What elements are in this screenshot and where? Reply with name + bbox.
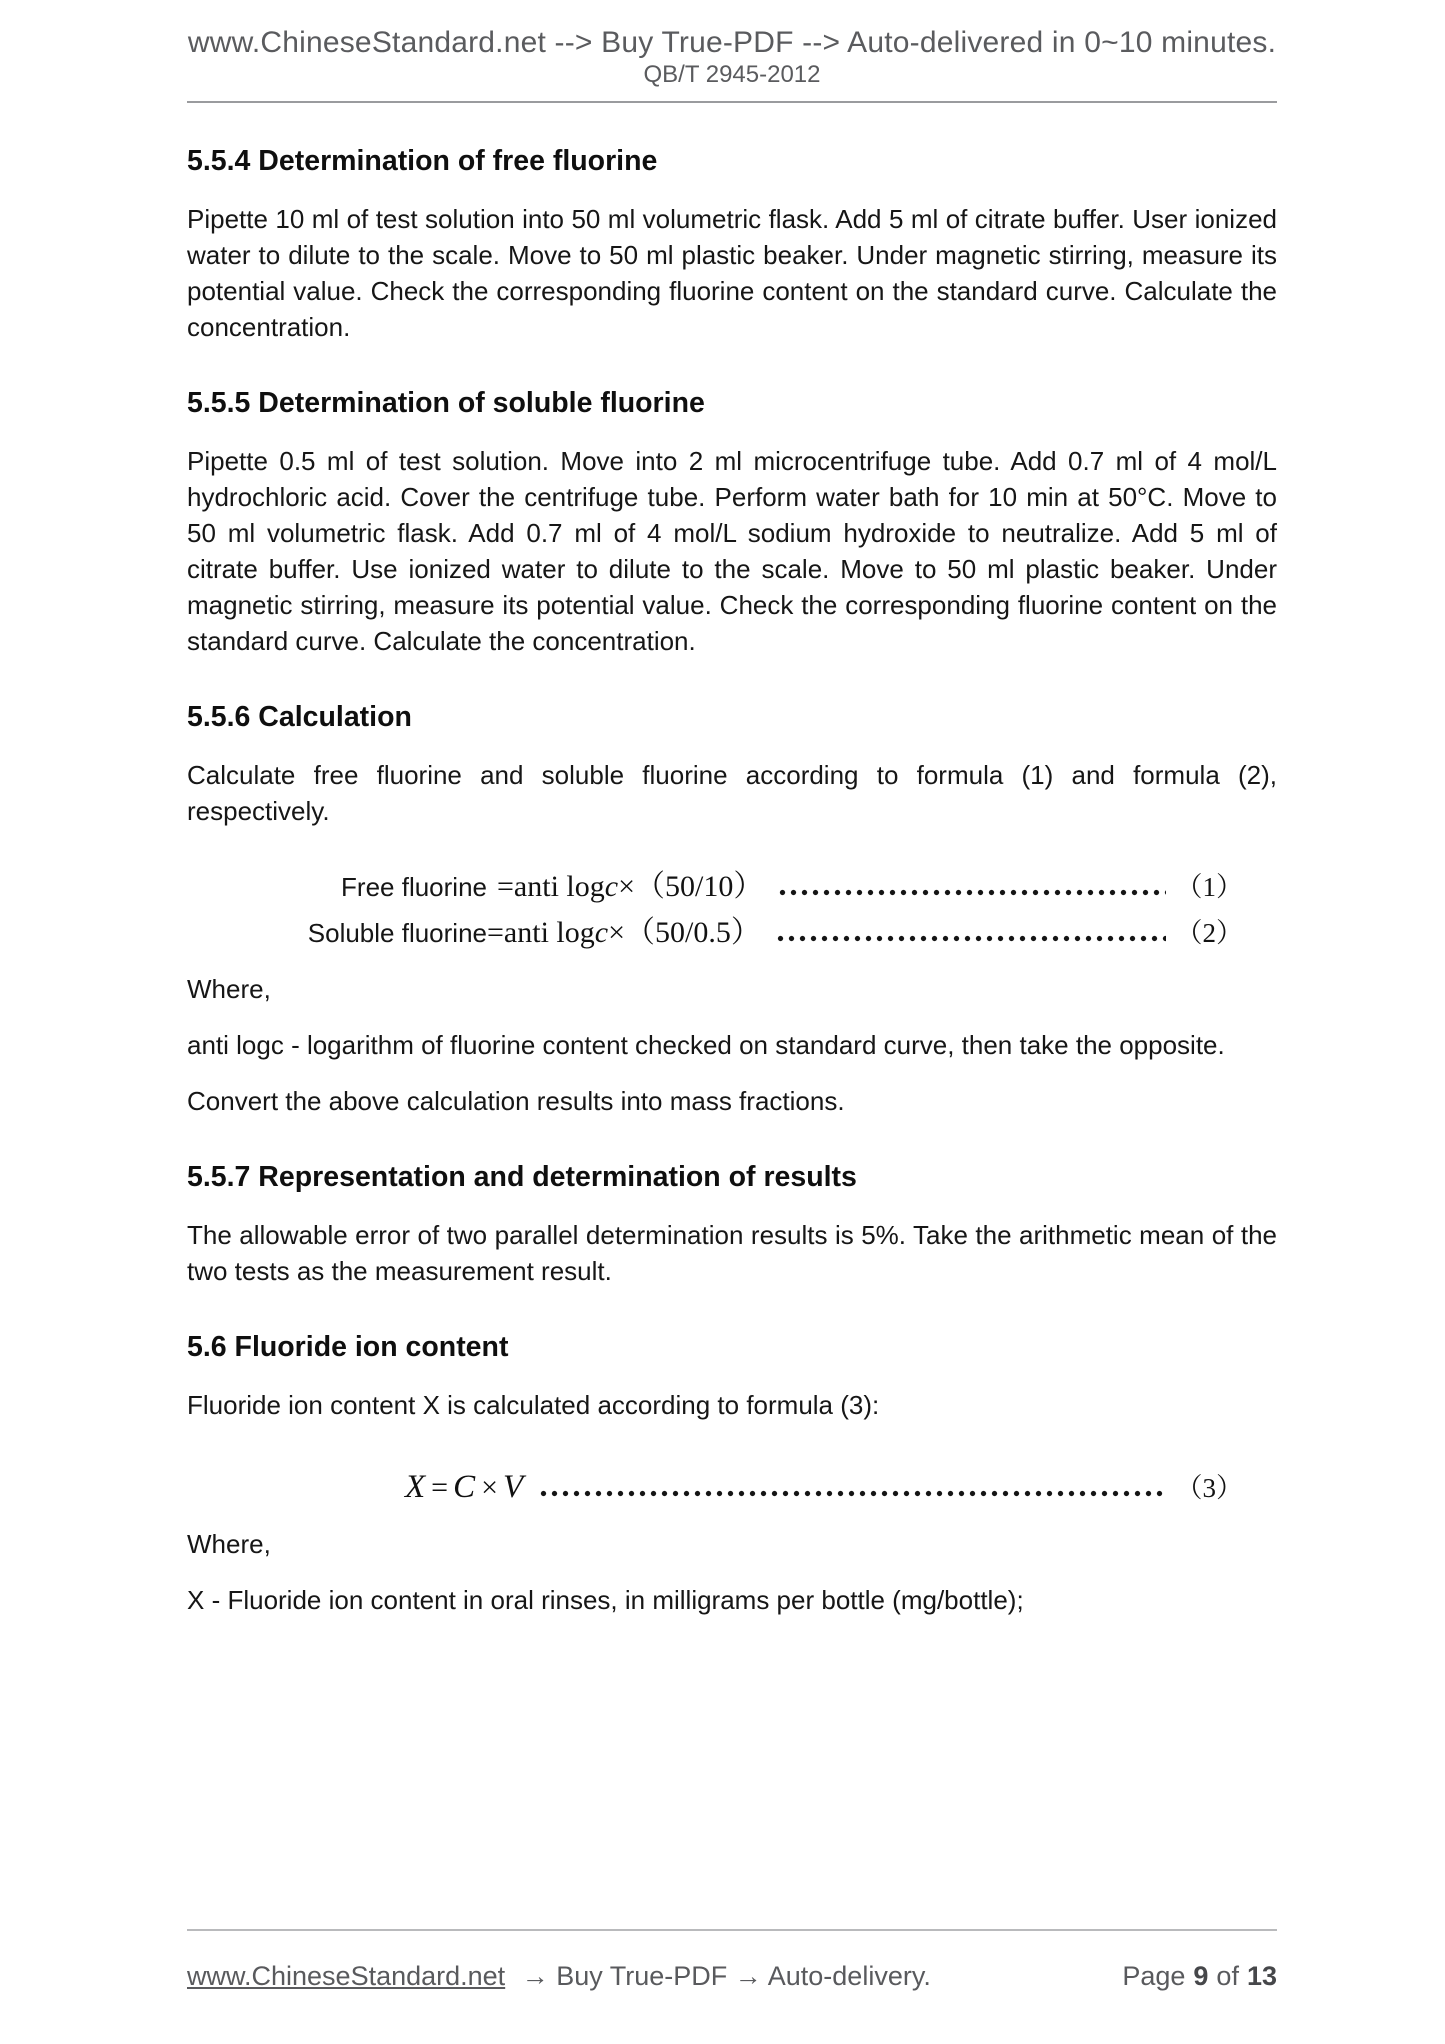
heading-5-5-7: 5.5.7 Representation and determination of results [187,1161,857,1193]
of-label: of [1216,1961,1239,1991]
footer-divider [187,1929,1277,1931]
formula-2-label: Soluble fluorine [307,918,487,948]
formula-2-expression [487,915,761,951]
footer-left [187,1961,931,1992]
formula-3-number: （3） [1175,1473,1243,1503]
multiply-sign: × [481,1471,499,1504]
paragraph-5-6: Fluoride ion content X is calculated according to formula (3): [187,1390,880,1420]
formula-block [187,869,1277,951]
document-content [187,141,1277,1618]
formula-3-var-x: X [405,1469,427,1505]
where-label-2: Where, [187,1529,271,1559]
paragraph-5-5-4: Pipette 10 ml of test solution into 50 ml volumetric flask. Add 5 ml of citrate buffer. User ionized water to dilute to the scale. Move to 50 ml plastic beaker. Under magnetic stirring, measure its potential value. Check the corresponding fluorine content on the standard curve. Calculate the concentration. [187,204,1277,342]
document-number: QB/T 2945-2012 [643,61,821,88]
formula-3 [187,1469,1277,1506]
formula-2-number: （2） [1175,918,1243,948]
paragraph-5-5-6: Calculate free fluorine and soluble fluorine according to formula (1) and formula (2), respectively. [187,760,1277,826]
formula-2-eq-pre: =anti log [487,916,595,949]
page-label: Page [1122,1961,1186,1991]
formula-2-variable: c [594,916,609,949]
header-banner: www.ChineseStandard.net --> Buy True-PDF --> Auto-delivered in 0~10 minutes. [187,26,1277,59]
page-footer [187,1929,1277,1992]
formula-3-var-v: V [503,1469,525,1505]
heading-5-6: 5.6 Fluoride ion content [187,1331,509,1363]
x-definition: X - Fluoride ion content in oral rinses, in milligrams per bottle (mg/bottle); [187,1585,1024,1615]
formula-1-eq-pre: =anti log [497,870,605,903]
dot-leader-2 [775,935,1166,942]
formula-1-variable: c [604,870,619,903]
heading-5-5-5: 5.5.5 Determination of soluble fluorine [187,387,705,419]
dot-leader-3 [538,1490,1165,1497]
equals-sign: = [431,1471,449,1504]
heading-5-5-4: 5.5.4 Determination of free fluorine [187,145,658,177]
page-indicator [1122,1961,1277,1992]
dot-leader-1 [777,889,1165,896]
formula-1-expression [497,869,763,905]
paragraph-5-5-7: The allowable error of two parallel determination results is 5%. Take the arithmetic mean of the two tests as the measurement result. [187,1220,1277,1286]
formula-2-eq-post: ×（50/0.5） [608,916,761,949]
formula-3-expression [405,1469,524,1506]
paragraph-5-5-5: Pipette 0.5 ml of test solution. Move into 2 ml microcentrifuge tube. Add 0.7 ml of 4 mol/L hydrochloric acid. Cover the centrifuge tube. Perform water bath for 10 min at 50°C. Move to 50 ml volumetric flask. Add 0.7 ml of 4 mol/L sodium hydroxide to neutralize. Add 5 ml of citrate buffer. Use ionized water to dilute to the scale. Move to 50 ml plastic beaker. Under magnetic stirring, measure its potential value. Check the corresponding fluorine content on the standard curve. Calculate the concentration. [187,446,1277,656]
formula-1-label: Free fluorine [341,872,487,902]
heading-5-5-6: 5.5.6 Calculation [187,701,412,733]
formula-1 [187,869,1277,905]
page-header [187,0,1277,89]
where-label-1: Where, [187,974,271,1004]
formula-3-var-c: C [453,1469,477,1505]
footer-tagline: → Buy True-PDF → Auto-delivery. [521,1961,931,1991]
footer-site-link[interactable]: www.ChineseStandard.net [187,1961,506,1991]
header-divider [187,101,1277,103]
formula-2 [187,915,1277,951]
page-total: 13 [1246,1961,1277,1991]
page-current: 9 [1193,1961,1209,1991]
footer-row [187,1961,1277,1992]
anti-logc-definition: anti logc - logarithm of fluorine content checked on standard curve, then take the opposite. [187,1030,1225,1060]
formula-1-eq-post: ×（50/10） [618,870,764,903]
convert-note: Convert the above calculation results into mass fractions. [187,1086,845,1116]
formula-1-number: （1） [1175,872,1243,902]
